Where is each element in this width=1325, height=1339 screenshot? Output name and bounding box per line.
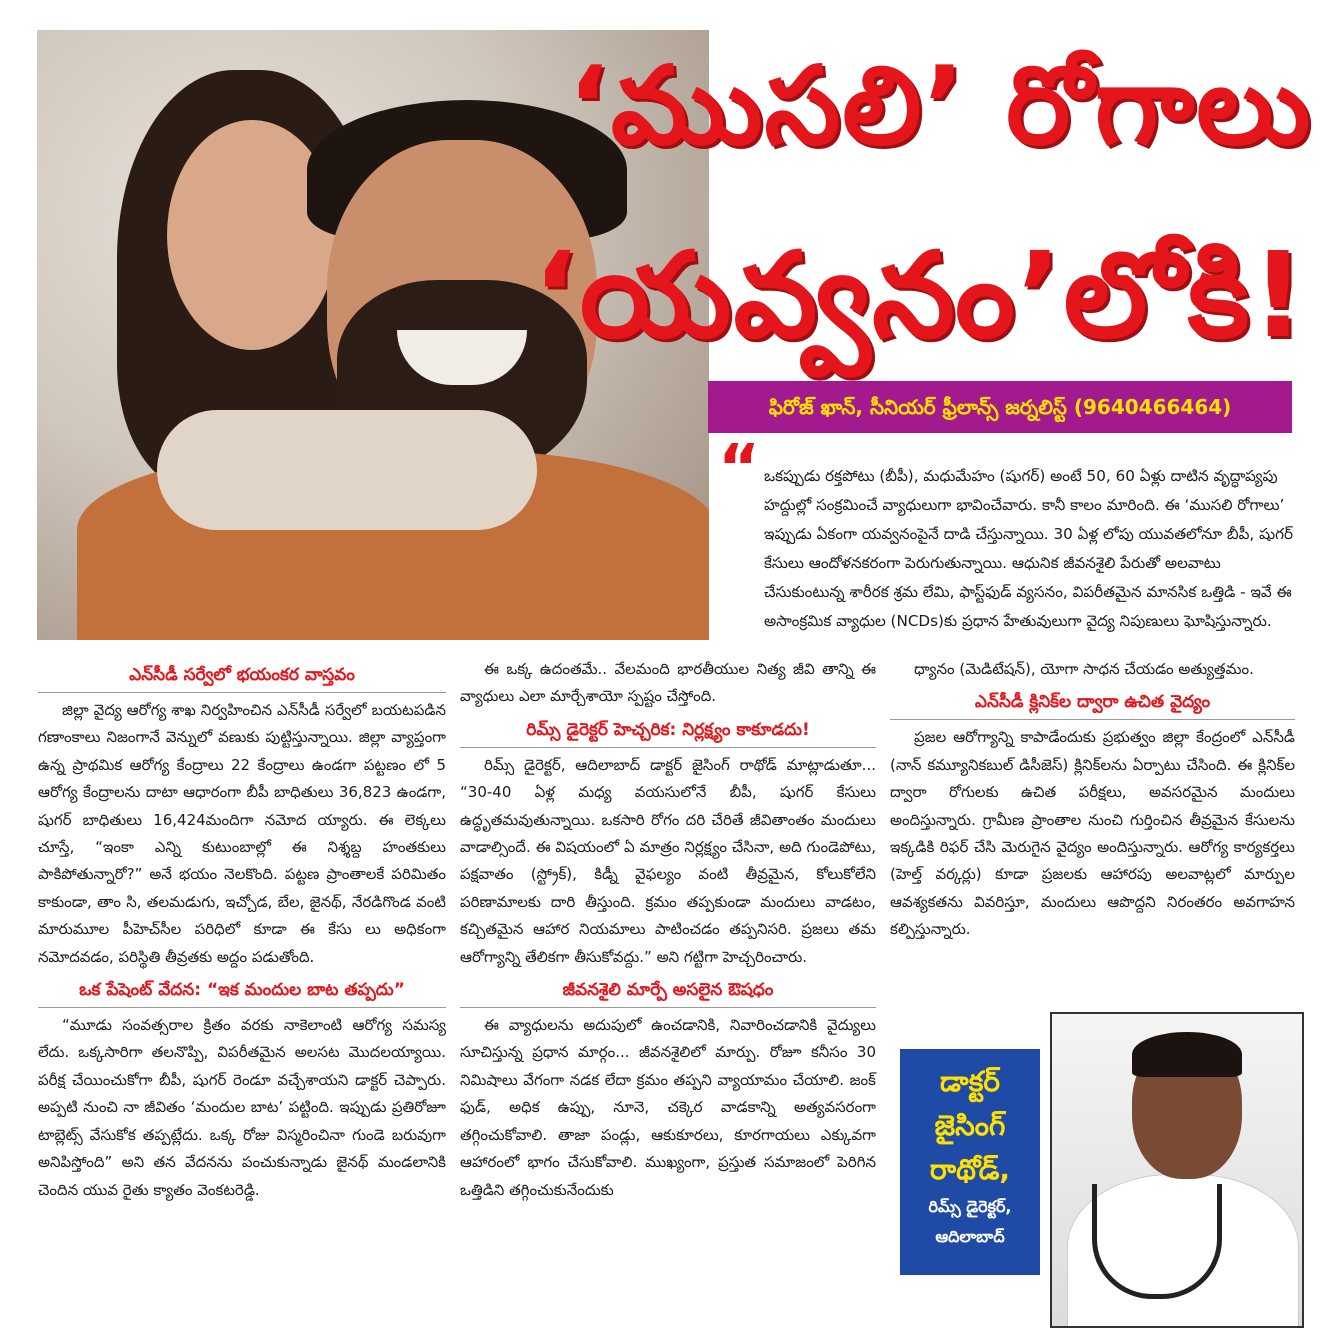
doctor-name: డాక్టర్ జైసింగ్ రాథోడ్, [929,1065,1011,1186]
intro-paragraph: ఒకప్పుడు రక్తపోటు (బీపీ), మధుమేహం (షుగర్) అంటే 50, 60 ఏళ్లు దాటిన వృద్ధాప్యపు హద్దుల్లో సంక్రమించే వ్యాధులుగా భావించేవారు. కానీ కాలం మారింది. ఈ ‘ముసలి రోగాలు’ ఇప్పుడు ఏకంగా యవ్వనంపైనే దాడి చేస్తున్నాయి. 30 ఏళ్ల లోపు యువతలోనూ బీపీ, షుగర్ కేసులు ఆందోళనకరంగా పెరుగుతున్నాయి. ఆధునిక జీవనశైలి పేరుతో అలవాటు చేసుకుంటున్న శారీరక శ్రమ లేమి, ఫాస్ట్‌ఫుడ్ వ్యసనం, విపరీతమైన మానసిక ఒత్తిడి - ఇవే ఈ అసాంక్రమిక వ్యాధుల (NCDs)కు ప్రధాన హేతువులుగా వైద్య నిపుణులు ఘోషిస్తున్నారు. [764,467,1294,630]
section-paragraph: ధ్యానం (మెడిటేషన్), యోగా సాధన చేయడం అత్యుత్తమం. [914,660,1254,678]
section-paragraph: ఈ ఒక్క ఉదంతమే.. వేలమంది భారతీయుల నిత్య జీవి తాన్ని ఈ వ్యాధులు ఎలా మార్చేశాయో స్పష్టం చేస్తోంది. [460,660,876,706]
quote-mark-icon: “ [718,432,761,506]
doctor-photo [1050,1012,1304,1328]
byline: ఫిరోజ్ ఖాన్, సీనియర్ ఫ్రీలాన్స్ జర్నలిస్ట్ (9640466464) [708,381,1292,433]
section-paragraph: ప్రజల ఆరోగ్యాన్ని కాపాడేందుకు ప్రభుత్వం జిల్లా కేంద్రంలో ఎన్‌సీడీ (నాన్ కమ్యూనికబుల్ డిసీజెస్) క్లినిక్‌లను ఏర్పాటు చేసింది. ఈ క్లినిక్‌ల ద్వారా రోగులకు ఉచిత పరీక్షలు, అవసరమైన మందులు అందిస్తున్నారు. గ్రామీణ ప్రాంతాల నుంచి గుర్తించిన తీవ్రమైన కేసులను ఇక్కడికి రిఫర్ చేసి మెరుగైన వైద్యం అందిస్తున్నారు. ఆరోగ్య కార్యకర్తలు (హెల్త్ వర్కర్లు) కూడా ప్రజలకు ఆహారపు అలవాట్లలో మార్పుల ఆవశ్యకతను వివరిస్తూ, మందులు ఆపొద్దని నిరంతరం అవగాహన కల్పిస్తున్నారు. [890,728,1295,939]
headline-line-2: ‘యవ్వనం’లోకి! [532,226,1308,364]
section-heading: రిమ్స్ డైరెక్టర్ హెచ్చరిక: నిర్లక్ష్యం కాకూడదు! [460,713,876,748]
headline-line-1: ‘ముసలి’ రోగాలు [567,44,1313,169]
section-heading: ఎన్‌సీడీ సర్వేలో భయంకర వాస్తవం [38,658,446,693]
section-paragraph: జిల్లా వైద్య ఆరోగ్య శాఖ నిర్వహించిన ఎన్‌సీడీ సర్వేలో బయటపడిన గణాంకాలు నిజంగానే వెన్నులో వణుకు పుట్టిస్తున్నాయి. జిల్లా వ్యాప్తంగా ఉన్న ప్రాథమిక ఆరోగ్య కేంద్రాలు 22 కేంద్రాలు ఉండగా పట్టణం లో 5 ఆరోగ్య కేంద్రాలను దాటా ఆధారంగా బీపీ బాధితులు 36,823 ఉండగా, షుగర్ బాధితులు 16,424మందిగా నమోద య్యారు. ఈ లెక్కలు చూస్తే, “ఇంకా ఎన్ని కుటుంబాల్లో ఈ నిశ్శబ్ద హంతకులు పాకిపోతున్నారో?” అనే భయం నెలకొంది. పట్టణ ప్రాంతాలకే పరిమితం కాకుండా, తాం సి, తలమడుగు, ఇచ్చోడ, బేల, జైనథ్, నేరడిగొండ వంటి మారుమూల పీహెచ్‌సీల పరిధిలో కూడా ఈ కేసు లు అధికంగా నమోదవడం, పరిస్థితి తీవ్రతకు అద్దం పడుతోంది. [38,701,446,966]
column-3 [890,656,1295,944]
section-paragraph: “మూడు సంవత్సరాల క్రితం వరకు నాకెలాంటి ఆరోగ్య సమస్య లేదు. ఒక్కసారిగా తలనొప్పి, విపరీతమైన అలసట మొదలయ్యాయి. పరీక్ష చేయించుకోగా బీపీ, షుగర్ రెండూ వచ్చేశాయని డాక్టర్ చెప్పారు. అప్పటి నుంచి నా జీవితం ‘మందుల బాట’ పట్టింది. ఇప్పుడు ప్రతిరోజూ టాబ్లెట్స్ వేసుకోక తప్పట్లేదు. ఒక్క రోజు విస్మరించినా గుండె బరువుగా అనిపిస్తోంది” అని తన వేదనను పంచుకున్నాడు జైనథ్ మండలానికి చెందిన యువ రైతు క్యాతం వెంకటరెడ్డి. [38,1016,446,1199]
section-heading: జీవనశైలి మార్పే అసలైన ఔషధం [460,973,876,1008]
section-heading: ఎన్‌సీడీ క్లినిక్‌ల ద్వారా ఉచిత వైద్యం [890,685,1295,720]
section-paragraph: ఈ వ్యాధులను అదుపులో ఉంచడానికి, నివారించడానికి వైద్యులు సూచిస్తున్న ప్రధాన మార్గం... జీవనశైలిలో మార్పు. రోజూ కనీసం 30 నిమిషాలు వేగంగా నడక లేదా క్రమం తప్పని వ్యాయామం చేయాలి. జంక్ ఫుడ్, అధిక ఉప్పు, నూనె, చక్కెర వాడకాన్ని అత్యవసరంగా తగ్గించుకోవాలి. తాజా పండ్లు, ఆకుకూరలు, కూరగాయలు ఎక్కువగా ఆహారంలో భాగం చేసుకోవాలి. ముఖ్యంగా, ప్రస్తుత సమాజంలో పెరిగిన ఒత్తిడిని తగ్గించుకునేందుకు [460,1016,876,1199]
column-2 [460,656,876,1204]
section-paragraph: రిమ్స్ డైరెక్టర్, ఆదిలాబాద్ డాక్టర్ జైసింగ్ రాథోడ్ మాట్లాడుతూ... “30-40 ఏళ్ల మధ్య వయసులోనే బీపీ, షుగర్ కేసులు ఉద్ధృతమవుతున్నాయి. ఒకసారి రోగం దరి చేరితే జీవితాంతం మందులు వాడాల్సిందే. ఈ విషయంలో ఏ మాత్రం నిర్లక్ష్యం చేసినా, అది గుండెపోటు, పక్షవాతం (స్ట్రోక్), కిడ్నీ వైఫల్యం వంటి తీవ్రమైన, కోలుకోలేని పరిణామాలకు దారి తీస్తుంది. క్రమం తప్పకుండా మందులు వాడటం, కచ్చితమైన ఆహార నియమాలు పాటించడం తప్పనిసరి. ప్రజలు తమ ఆరోగ్యాన్ని తేలికగా తీసుకోవద్దు.” అని గట్టిగా హెచ్చరించారు. [460,755,876,966]
column-1 [38,656,446,1204]
section-heading: ఒక పేషెంట్ వేదన: “ఇక మందుల బాట తప్పదు” [38,973,446,1008]
doctor-role: రిమ్స్ డైరెక్టర్, ఆదిలాబాద్ [928,1197,1012,1246]
